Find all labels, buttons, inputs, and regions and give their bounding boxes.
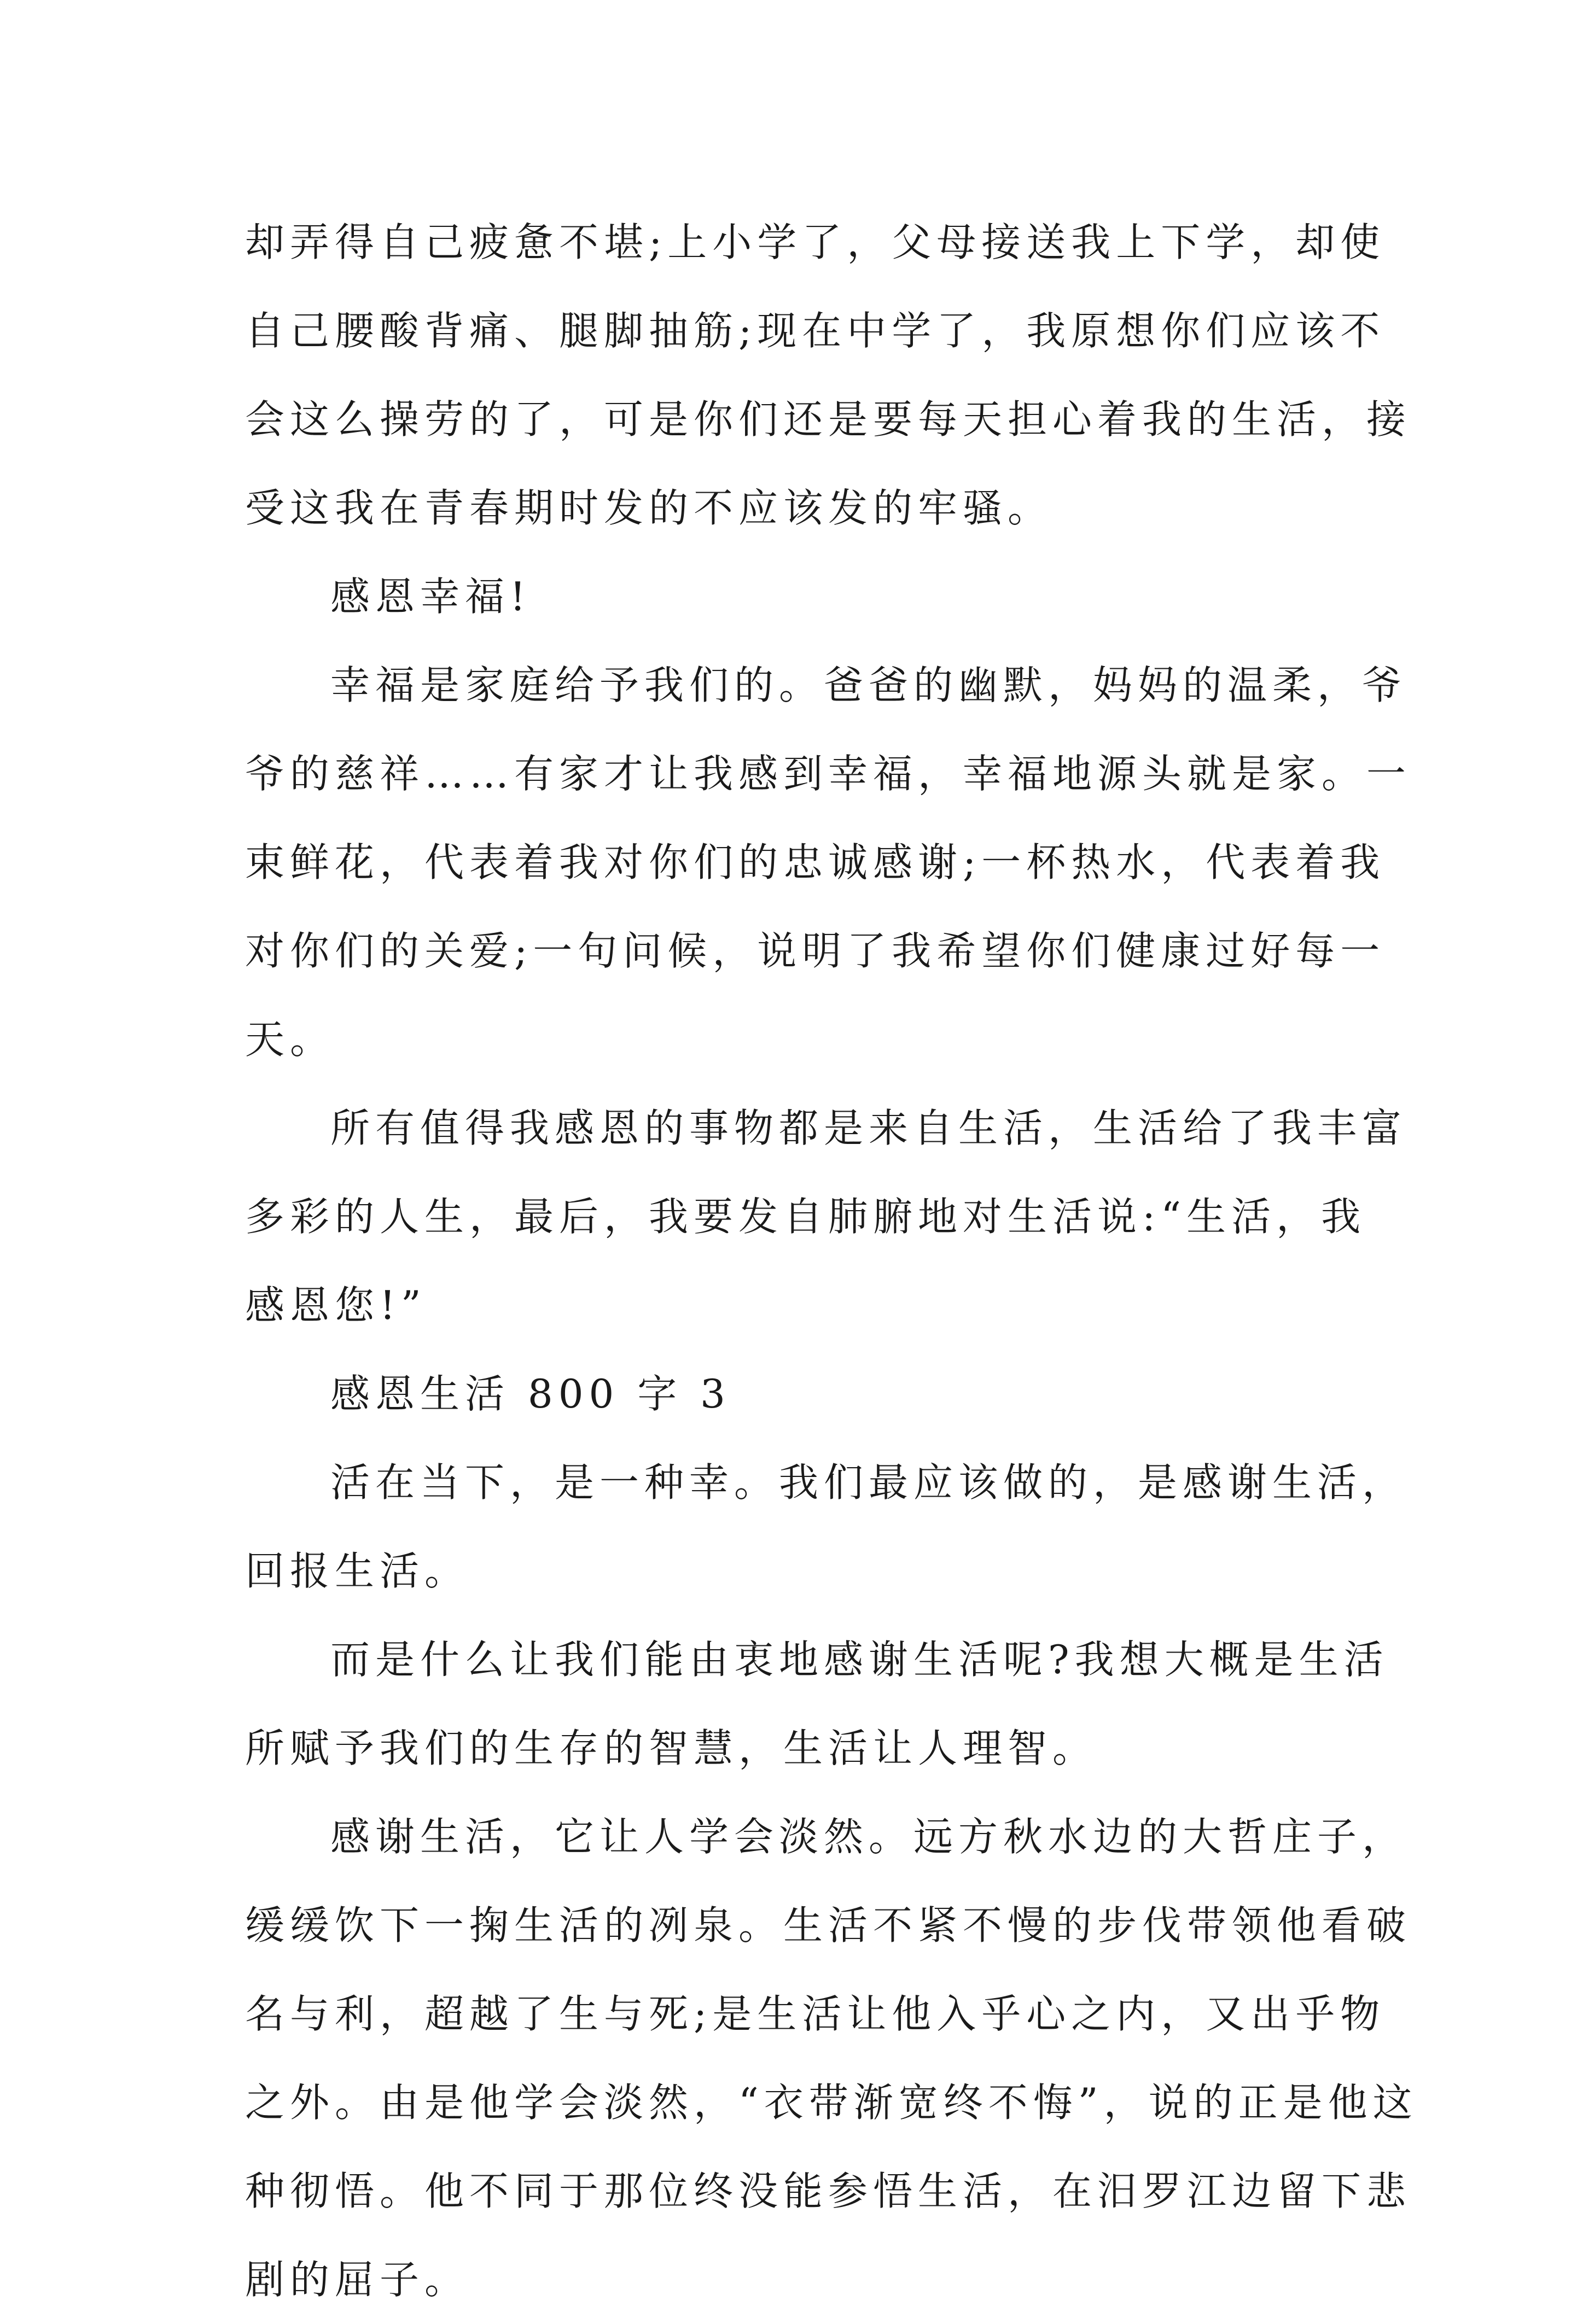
text-line: 天。	[245, 1017, 335, 1062]
text-line: 受这我在青春期时发的不应该发的牢骚。	[245, 485, 1053, 531]
text-line: 所赋予我们的生存的智慧，生活让人理智。	[245, 1725, 1098, 1771]
text-line: 名与利，超越了生与死;是生活让他入乎心之内，又出乎物	[245, 1991, 1386, 2037]
text-line: 会这么操劳的了，可是你们还是要每天担心着我的生活，接	[245, 396, 1412, 442]
text-line: 而是什么让我们能由衷地感谢生活呢?我想大概是生活	[330, 1637, 1389, 1683]
text-line: 对你们的关爱;一句问候，说明了我希望你们健康过好每一	[245, 928, 1386, 974]
text-line: 缓缓饮下一掬生活的冽泉。生活不紧不慢的步伐带领他看破	[245, 1902, 1412, 1948]
text-line: 剧的屈子。	[245, 2257, 470, 2303]
text-line: 束鲜花，代表着我对你们的忠诚感谢;一杯热水，代表着我	[245, 839, 1386, 885]
text-line: 自己腰酸背痛、腿脚抽筋;现在中学了，我原想你们应该不	[245, 308, 1386, 354]
text-line: 感恩您!”	[245, 1282, 427, 1328]
text-line: 种彻悟。他不同于那位终没能参悟生活，在汨罗江边留下悲	[245, 2168, 1412, 2214]
document-body	[245, 198, 1418, 2324]
text-line: 爷的慈祥……有家才让我感到幸福，幸福地源头就是家。一	[245, 751, 1412, 797]
text-line: 回报生活。	[245, 1548, 470, 1594]
text-line: 活在当下，是一种幸。我们最应该做的，是感谢生活，	[330, 1459, 1407, 1505]
section-heading: 感恩生活 800 字 3	[330, 1371, 731, 1417]
text-line: 所有值得我感恩的事物都是来自生活，生活给了我丰富	[330, 1105, 1407, 1151]
text-line: 多彩的人生，最后，我要发自肺腑地对生活说:“生活，我	[245, 1194, 1366, 1240]
text-line: 幸福是家庭给予我们的。爸爸的幽默，妈妈的温柔，爷	[330, 662, 1407, 708]
text-line: 感谢生活，它让人学会淡然。远方秋水边的大哲庄子，	[330, 1814, 1407, 1860]
section-heading: 感恩幸福!	[330, 574, 531, 620]
text-line: 却弄得自己疲惫不堪;上小学了，父母接送我上下学，却使	[245, 219, 1386, 265]
text-line: 之外。由是他学会淡然，“衣带渐宽终不悔”，说的正是他这	[245, 2080, 1418, 2126]
